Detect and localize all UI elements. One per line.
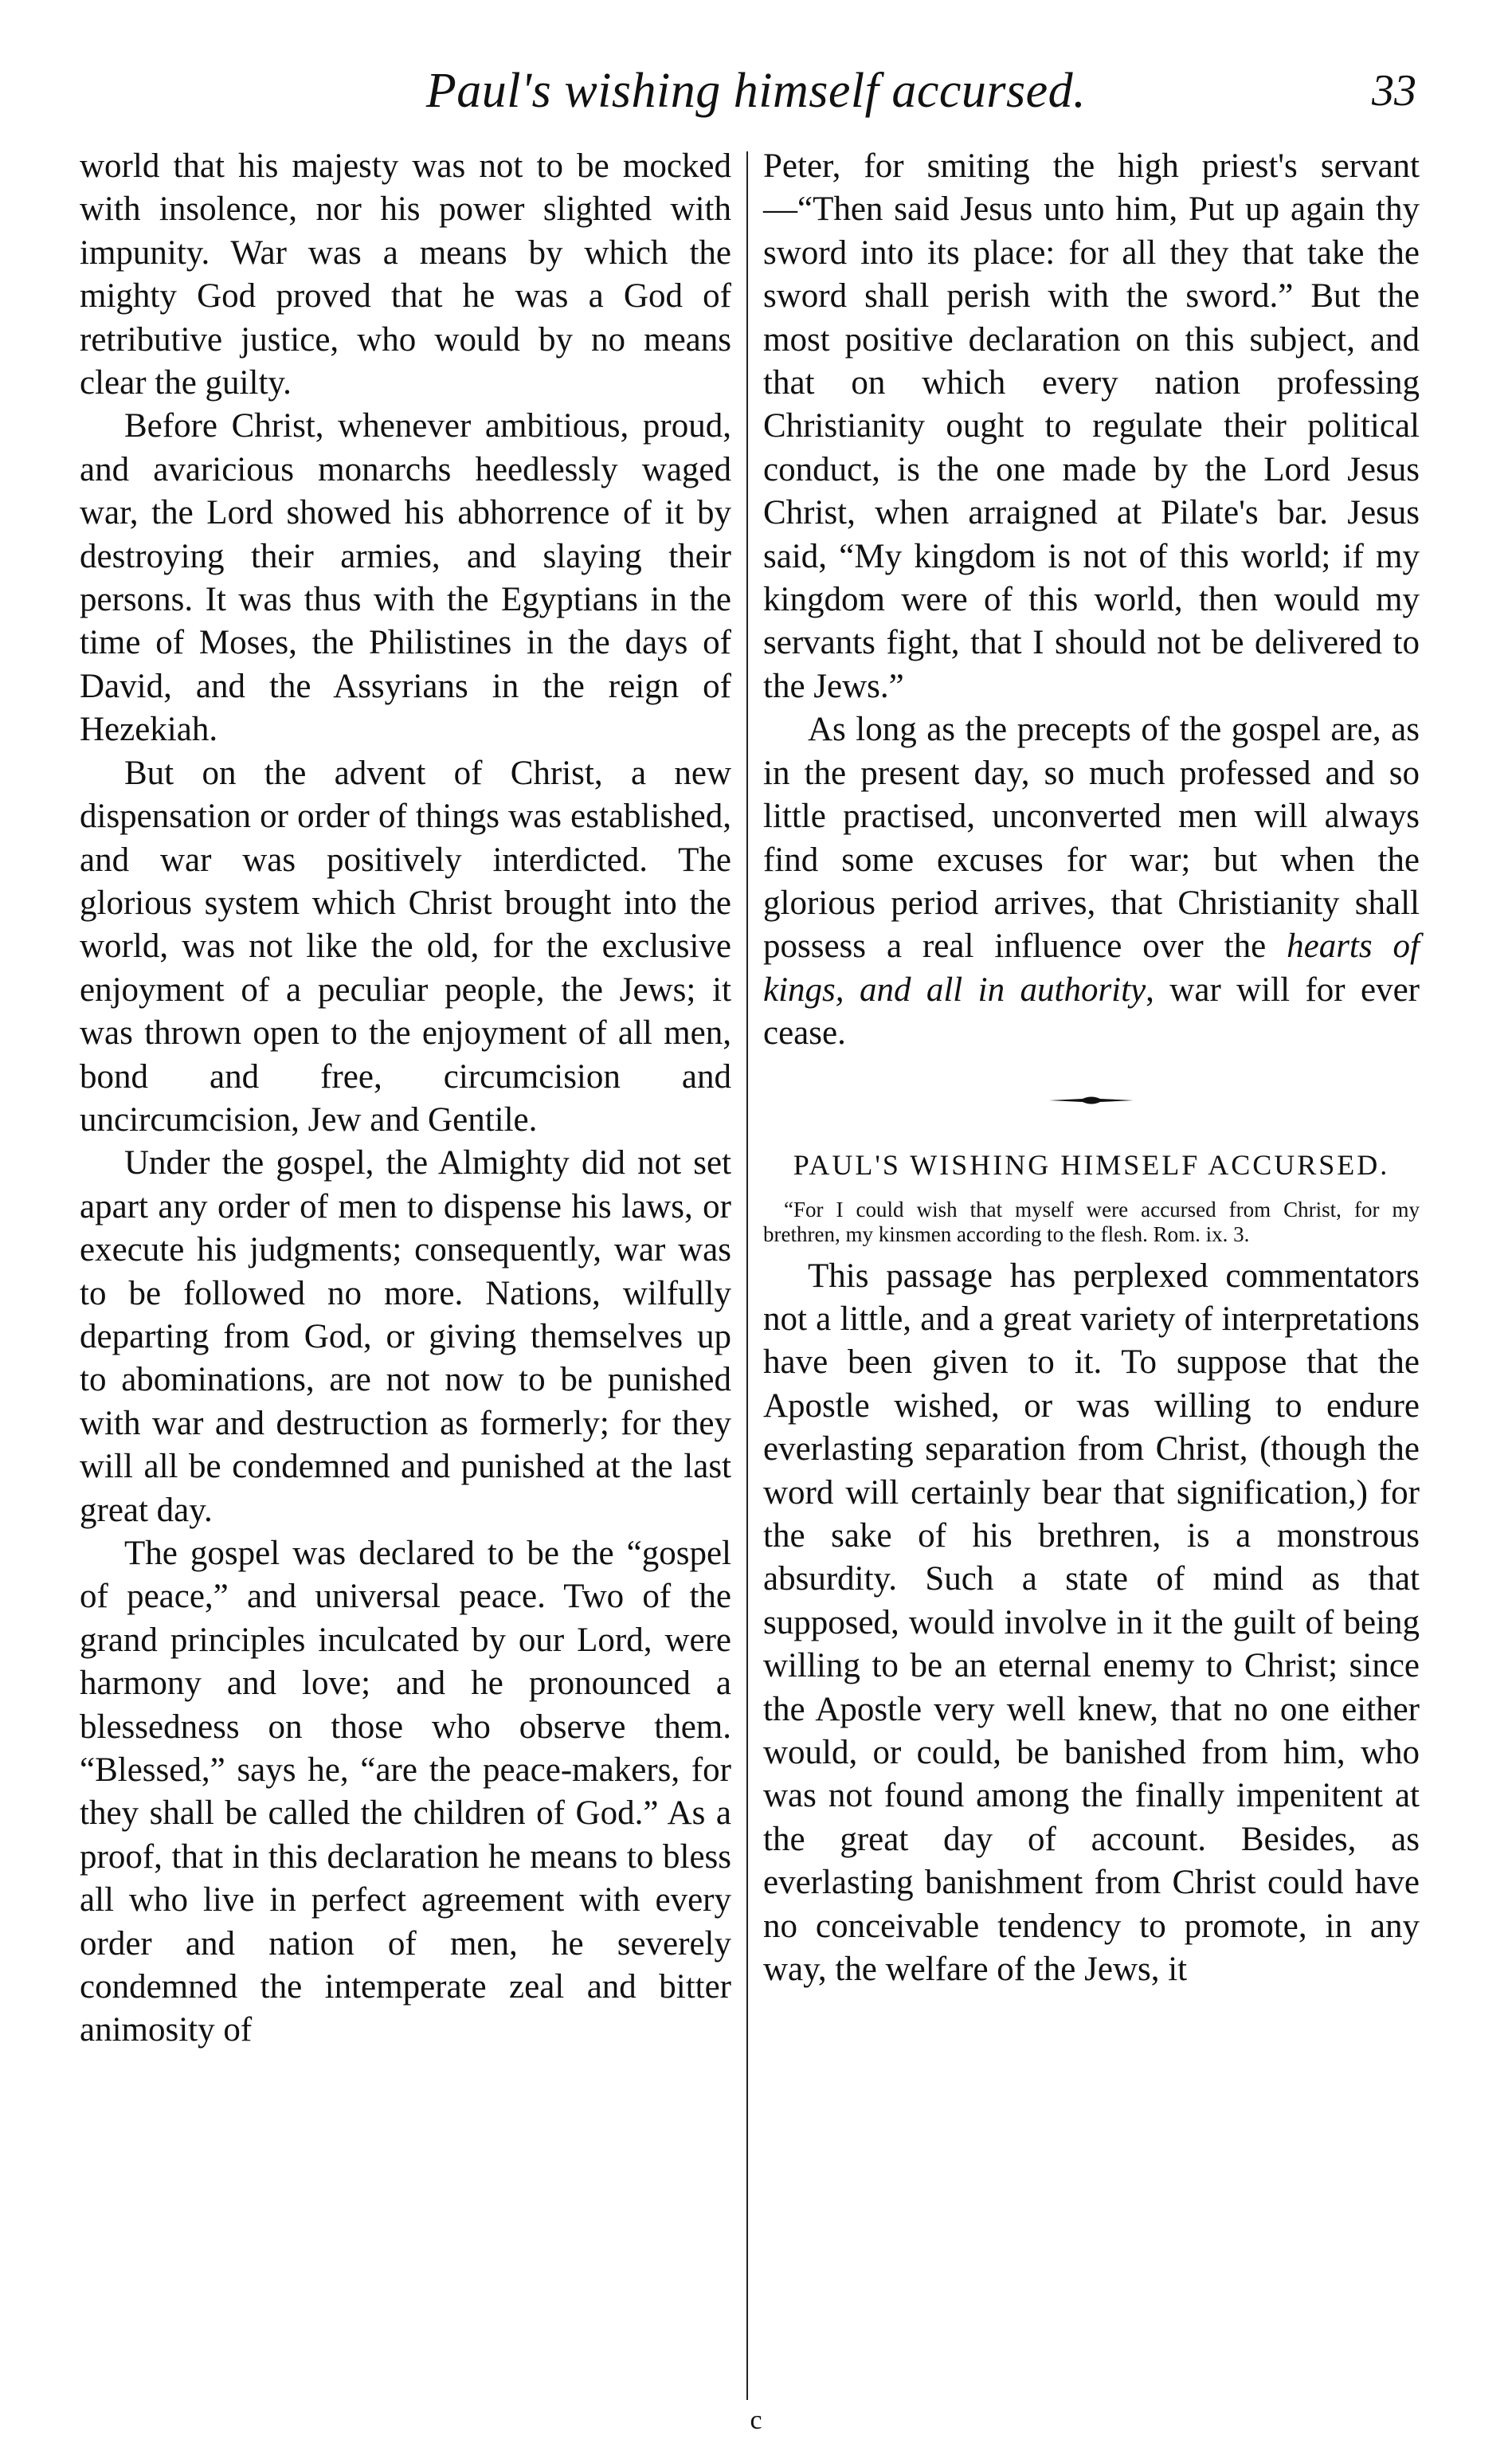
running-title: Paul's wishing himself accursed. bbox=[425, 64, 1087, 118]
signature-mark: c bbox=[750, 2406, 762, 2435]
paragraph: Peter, for smiting the high priest's servant—“Then said Jesus unto him, Put up again thy sword into its place: for all they that take the sword shall perish with the sword.” But the most positive declaration on this subject, and that on which every nation professing Christianity ought to regulate their political conduct, is the one made by the Lord Jesus Christ, when arraigned at Pilate's bar. Jesus said, “My kingdom is not of this world; if my kingdom were of this world, then would my servants fight, that I should not be delivered to the Jews.” bbox=[763, 147, 1420, 705]
epigraph: “For I could wish that myself were accursed from Christ, for my brethren, my kinsmen according to the flesh. Rom. ix. 3. bbox=[763, 1197, 1420, 1246]
closing-text-after: , war will for ever cease. bbox=[763, 971, 1420, 1053]
italic-phrase: hearts of kings bbox=[763, 927, 1420, 1009]
paragraph: But on the advent of Christ, a new dispensation or order of things was established, and war was positively interdicted. The glorious system which Christ brought into the world, was not like the old, for the exclusive enjoyment of a peculiar people, the Jews; it was thrown open to the enjoyment of all men, bond and free, circumcision and uncircumcision, Jew and Gentile. bbox=[80, 754, 731, 1139]
left-column bbox=[80, 145, 731, 2053]
article-paragraph: This passage has perplexed commentators not a little, and a great variety of interpretations have been given to it. To suppose that the Apostle wished, or was willing to endure everlasting separation from Christ, (though the word will certainly bear that signification,) for the sake of his brethren, is a monstrous absurdity. Such a state of mind as that supposed, would involve in it the guilt of being willing to be an eternal enemy to Christ; since the Apostle very well knew, that no one either would, or could, be banished from him, who was not found among the finally impenitent at the great day of account. Besides, as everlasting banishment from Christ could have no conceivable tendency to promote, in any way, the welfare of the Jews, it bbox=[763, 1257, 1420, 1989]
italic-separator: , bbox=[835, 971, 860, 1009]
paragraph: The gospel was declared to be the “gospel of peace,” and universal peace. Two of the grand principles inculcated by our Lord, were harmony and love; and he pronounced a blessedness on those who observe them. “Blessed,” says he, “are the peace-makers, for they shall be called the children of God.” As a proof, that in this declaration he means to bless all who live in perfect agreement with every order and nation of men, he severely condemned the intemperate zeal and bitter animosity of bbox=[80, 1535, 731, 2049]
column-divider bbox=[746, 151, 748, 2400]
right-column bbox=[763, 145, 1420, 1991]
closing-paragraph bbox=[763, 708, 1420, 1055]
italic-phrase: and all in authority bbox=[859, 971, 1146, 1009]
paragraph: Under the gospel, the Almighty did not set apart any order of men to dispense his laws, or execute his judgments; consequently, war was to be followed no more. Nations, wilfully departing from God, or giving themselves up to abominations, are not now to be punished with war and destruction as formerly; for they will all be condemned and punished at the last great day. bbox=[80, 1144, 731, 1529]
section-ornament bbox=[763, 1076, 1420, 1126]
paragraph: Before Christ, whenever ambitious, proud, and avaricious monarchs heedlessly waged war, the Lord showed his abhorrence of it by destroying their armies, and slaying their persons. It was thus with the Egyptians in the time of Moses, the Philistines in the days of David, and the Assyrians in the reign of Hezekiah. bbox=[80, 407, 731, 749]
closing-text-before: As long as the precepts of the gospel are, as in the present day, so much professed and so little practised, unconverted men will always find some excuses for war; but when the glorious period arrives, that Christianity shall possess a real influence over the bbox=[763, 711, 1420, 966]
page-number: 33 bbox=[1372, 66, 1416, 116]
paragraph: world that his majesty was not to be mocked with insolence, nor his power slighted with impunity. War was a means by which the mighty God proved that he was a God of retributive justice, who would by no means clear the guilty. bbox=[80, 147, 731, 402]
running-head bbox=[80, 59, 1432, 123]
article-heading: PAUL'S WISHING HIMSELF ACCURSED. bbox=[793, 1148, 1390, 1181]
divider-ornament-icon bbox=[1048, 1093, 1135, 1108]
